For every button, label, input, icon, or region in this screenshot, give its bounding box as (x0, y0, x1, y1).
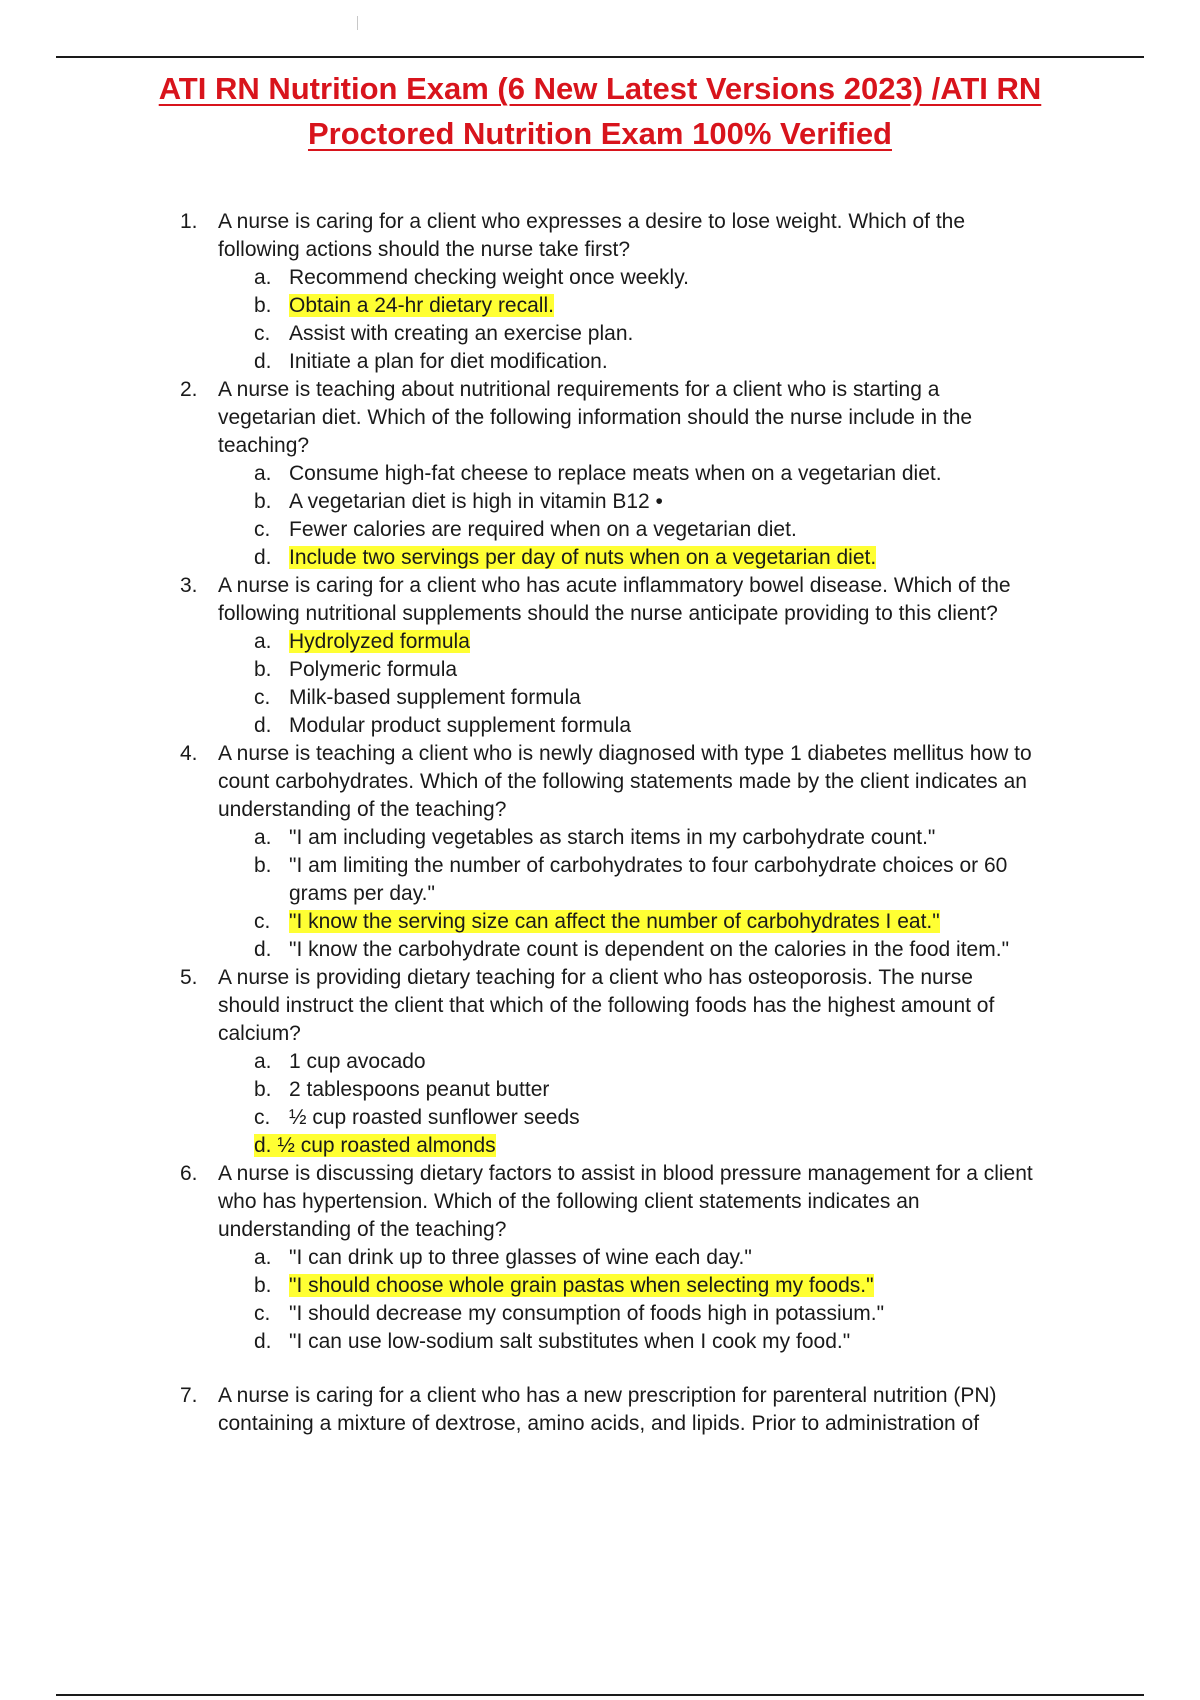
option-letter: d. (254, 1330, 272, 1353)
option-letter: c. (254, 1106, 271, 1129)
question-text: A nurse is caring for a client who has acute inflammatory bowel disease. Which of the following nutritional supplements should the nurse anticipate providing to this client? (218, 574, 1011, 625)
question-text: A nurse is caring for a client who has a new prescription for parenteral nutrition (PN) containing a mixture of dextrose, amino acids, and lipids. Prior to administration of (218, 1384, 997, 1435)
option-text: Consume high-fat cheese to replace meats when on a vegetarian diet. (289, 462, 942, 485)
option-text: ½ cup roasted sunflower seeds (289, 1106, 580, 1129)
option-text: A vegetarian diet is high in vitamin B12 • (289, 490, 663, 513)
title-line-2: Proctored Nutrition Exam 100% Verified (307, 116, 892, 151)
option-letter: b. (254, 1078, 272, 1101)
question-2 (180, 376, 1040, 572)
correct-answer-highlight: d. ½ cup roasted almonds (254, 1134, 496, 1157)
option-letter: b. (254, 658, 272, 681)
option-a (254, 1048, 1040, 1076)
option-c (254, 1104, 1040, 1132)
correct-answer-highlight: "I know the serving size can affect the number of carbohydrates I eat." (289, 910, 940, 933)
option-d (254, 348, 1040, 376)
option-b (254, 1076, 1040, 1104)
question-4 (180, 740, 1040, 964)
document-title (70, 66, 1130, 156)
option-b (254, 656, 1040, 684)
option-list (218, 460, 1040, 572)
option-text: Modular product supplement formula (289, 714, 632, 737)
option-c (254, 684, 1040, 712)
option-a (254, 264, 1040, 292)
option-a (254, 1244, 1040, 1272)
question-6 (180, 1160, 1040, 1356)
option-letter: a. (254, 266, 272, 289)
correct-answer-highlight: Obtain a 24-hr dietary recall. (289, 294, 554, 317)
option-letter: c. (254, 518, 271, 541)
option-c (254, 908, 1040, 936)
option-a (254, 628, 1040, 656)
option-letter: c. (254, 910, 271, 933)
option-b (254, 292, 1040, 320)
option-a (254, 824, 1040, 852)
question-number: 5. (180, 966, 198, 989)
option-list (218, 628, 1040, 740)
question-number: 4. (180, 742, 198, 765)
option-d (254, 936, 1040, 964)
option-letter: b. (254, 490, 272, 513)
option-list (218, 264, 1040, 376)
option-letter: a. (254, 462, 272, 485)
option-d (254, 1328, 1040, 1356)
option-letter: a. (254, 826, 272, 849)
correct-answer-highlight: Include two servings per day of nuts when on a vegetarian diet. (289, 546, 877, 569)
option-letter: d. (254, 938, 272, 961)
question-7 (180, 1382, 1040, 1438)
option-text: 2 tablespoons peanut butter (289, 1078, 550, 1101)
question-5 (180, 964, 1040, 1160)
question-number: 3. (180, 574, 198, 597)
page-separator-mark (357, 16, 358, 30)
correct-answer-highlight: "I should choose whole grain pastas when selecting my foods." (289, 1274, 874, 1297)
option-d (254, 712, 1040, 740)
option-letter: d. (254, 350, 272, 373)
question-number: 7. (180, 1384, 198, 1407)
question-3 (180, 572, 1040, 740)
option-c (254, 320, 1040, 348)
header-rule (56, 56, 1144, 58)
question-1 (180, 208, 1040, 376)
option-text: "I am limiting the number of carbohydrates to four carbohydrate choices or 60 grams per day." (289, 854, 1008, 905)
option-a (254, 460, 1040, 488)
question-number: 2. (180, 378, 198, 401)
question-text: A nurse is teaching a client who is newly diagnosed with type 1 diabetes mellitus how to count carbohydrates. Which of the following statements made by the client indicates an understanding of the teaching? (218, 742, 1032, 821)
option-letter: b. (254, 294, 272, 317)
question-text: A nurse is providing dietary teaching for a client who has osteoporosis. The nurse should instruct the client that which of the following foods has the highest amount of calcium? (218, 966, 995, 1045)
option-letter: b. (254, 1274, 272, 1297)
option-letter: c. (254, 322, 271, 345)
option-text: Polymeric formula (289, 658, 458, 681)
option-letter: c. (254, 1302, 271, 1325)
option-text: "I can use low-sodium salt substitutes when I cook my food." (289, 1330, 851, 1353)
option-c (254, 1300, 1040, 1328)
option-letter: a. (254, 1246, 272, 1269)
question-text: A nurse is caring for a client who expresses a desire to lose weight. Which of the following actions should the nurse take first? (218, 210, 966, 261)
option-letter: c. (254, 686, 271, 709)
correct-answer-highlight: Hydrolyzed formula (289, 630, 470, 653)
option-text: Recommend checking weight once weekly. (289, 266, 689, 289)
option-b (254, 852, 1040, 908)
question-number: 6. (180, 1162, 198, 1185)
footer-rule (56, 1694, 1144, 1696)
question-text: A nurse is discussing dietary factors to assist in blood pressure management for a client who has hypertension. Which of the following client statements indicates an understanding of the teaching? (218, 1162, 1033, 1241)
option-d (254, 1132, 1040, 1160)
option-letter: d. (254, 714, 272, 737)
question-text: A nurse is teaching about nutritional requirements for a client who is starting a vegetarian diet. Which of the following information should the nurse include in the teaching? (218, 378, 973, 457)
option-list (218, 1244, 1040, 1356)
option-letter: a. (254, 630, 272, 653)
option-text: Milk-based supplement formula (289, 686, 581, 709)
option-text: "I know the carbohydrate count is dependent on the calories in the food item." (289, 938, 1010, 961)
option-letter: d. (254, 546, 272, 569)
option-letter: a. (254, 1050, 272, 1073)
option-text: "I should decrease my consumption of foods high in potassium." (289, 1302, 885, 1325)
option-d (254, 544, 1040, 572)
option-c (254, 516, 1040, 544)
option-b (254, 1272, 1040, 1300)
option-b (254, 488, 1040, 516)
option-text: 1 cup avocado (289, 1050, 426, 1073)
option-text: Fewer calories are required when on a vegetarian diet. (289, 518, 797, 541)
option-text: Assist with creating an exercise plan. (289, 322, 634, 345)
question-list (180, 208, 1040, 1438)
title-line-1: ATI RN Nutrition Exam (6 New Latest Versions 2023) /ATI RN (158, 71, 1042, 106)
option-text: "I am including vegetables as starch items in my carbohydrate count." (289, 826, 936, 849)
option-list (218, 1048, 1040, 1160)
option-text: Initiate a plan for diet modification. (289, 350, 608, 373)
option-text: "I can drink up to three glasses of wine each day." (289, 1246, 752, 1269)
option-list (218, 824, 1040, 964)
option-letter: b. (254, 854, 272, 877)
question-number: 1. (180, 210, 198, 233)
